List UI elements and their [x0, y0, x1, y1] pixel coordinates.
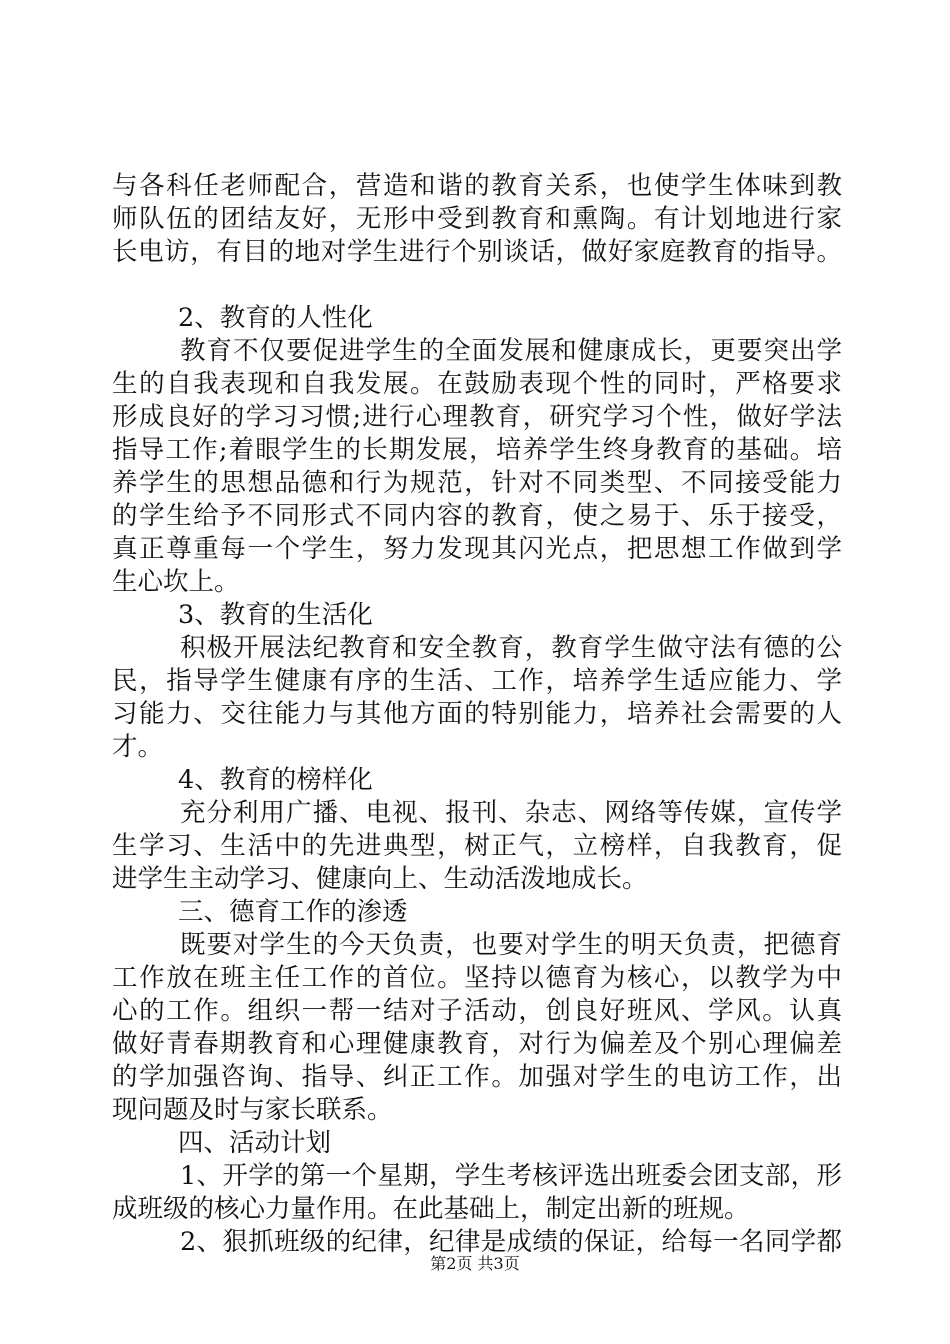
section-heading: 4、教育的榜样化	[178, 765, 373, 795]
text-line: 长电访，有目的地对学生进行个别谈话，做好家庭教育的指导。	[112, 237, 842, 267]
text-line: 工作放在班主任工作的首位。坚持以德育为核心，以教学为中	[112, 963, 842, 993]
text-line: 生心坎上。	[112, 567, 240, 597]
text-line: 教育不仅要促进学生的全面发展和健康成长，更要突出学	[180, 336, 842, 366]
text-line: 的学加强咨询、指导、纠正工作。加强对学生的电访工作，出	[112, 1062, 842, 1092]
text-line: 真正尊重每一个学生，努力发现其闪光点，把思想工作做到学	[112, 534, 842, 564]
text-line: 指导工作;着眼学生的长期发展，培养学生终身教育的基础。培	[112, 435, 842, 465]
text-line: 进学生主动学习、健康向上、生动活泼地成长。	[112, 864, 648, 894]
text-line: 与各科任老师配合，营造和谐的教育关系，也使学生体味到教	[112, 171, 842, 201]
text-line: 做好青春期教育和心理健康教育，对行为偏差及个别心理偏差	[112, 1029, 842, 1059]
page-footer: 第2页 共3页	[430, 1254, 520, 1273]
text-line: 师队伍的团结友好，无形中受到教育和熏陶。有计划地进行家	[112, 204, 842, 234]
text-line: 充分利用广播、电视、报刊、杂志、网络等传媒，宣传学	[180, 798, 842, 828]
paragraph-gap	[112, 269, 842, 302]
text-line: 形成良好的学习习惯;进行心理教育，研究学习个性，做好学法	[112, 402, 842, 432]
text-line: 生的自我表现和自我发展。在鼓励表现个性的同时，严格要求	[112, 369, 842, 399]
section-heading: 3、教育的生活化	[178, 600, 373, 630]
text-line: 养学生的思想品德和行为规范，针对不同类型、不同接受能力	[112, 468, 842, 498]
section-heading: 2、教育的人性化	[178, 303, 373, 333]
text-line: 积极开展法纪教育和安全教育，教育学生做守法有德的公	[180, 633, 842, 663]
text-line: 生学习、生活中的先进典型，树正气，立榜样，自我教育，促	[112, 831, 842, 861]
text-line: 心的工作。组织一帮一结对子活动，创良好班风、学风。认真	[112, 996, 842, 1026]
text-line: 才。	[112, 732, 164, 762]
section-heading: 三、德育工作的渗透	[178, 897, 408, 927]
text-line: 民，指导学生健康有序的生活、工作，培养学生适应能力、学	[112, 666, 842, 696]
text-line: 1、开学的第一个星期，学生考核评选出班委会团支部，形	[180, 1161, 842, 1191]
text-line: 现问题及时与家长联系。	[112, 1095, 393, 1125]
document-body	[112, 170, 842, 1259]
text-line: 习能力、交往能力与其他方面的特别能力，培养社会需要的人	[112, 699, 842, 729]
section-heading: 四、活动计划	[178, 1128, 332, 1158]
text-line: 2、狠抓班级的纪律，纪律是成绩的保证，给每一名同学都	[180, 1227, 842, 1257]
text-line: 成班级的核心力量作用。在此基础上，制定出新的班规。	[112, 1194, 750, 1224]
text-line: 既要对学生的今天负责，也要对学生的明天负责，把德育	[180, 930, 842, 960]
text-line: 的学生给予不同形式不同内容的教育，使之易于、乐于接受，	[112, 501, 842, 531]
